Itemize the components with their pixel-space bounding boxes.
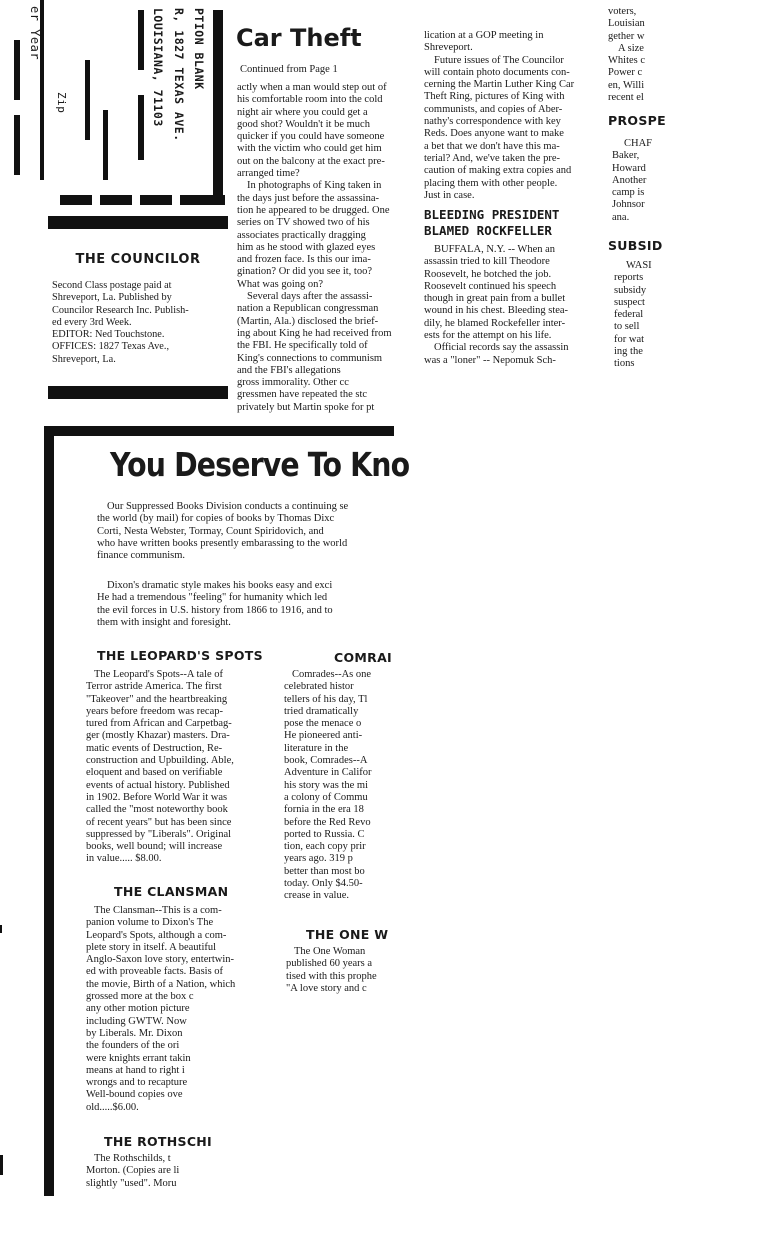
right-strip-mid (612, 138, 660, 224)
text-line: gether w (608, 30, 645, 42)
text-line: assassin tried to kill Theodore (424, 256, 550, 268)
text-line: privately but Martin spoke for pt (237, 401, 375, 413)
text-line: out on the balcony at the exact pre- (237, 155, 385, 167)
form-label-zip: Zip (55, 92, 68, 114)
text-line: gination? Or did you see it, too? (237, 266, 373, 278)
one-woman-title: THE ONE W (306, 927, 389, 942)
form-fill-line (103, 110, 108, 180)
text-line: events of actual history. Published (86, 779, 230, 791)
text-line: tried dramatically (284, 705, 359, 717)
form-label-year: er Year (28, 6, 42, 61)
text-line: Howard (612, 162, 646, 174)
text-line: the founders of the ori (86, 1040, 180, 1052)
text-line: terial? And, we've taken the pre- (424, 152, 560, 164)
form-address-city: LOUISIANA, 71103 (151, 8, 165, 127)
text-line: called the "most noteworthy book (86, 804, 228, 816)
text-line: his story was the mi (284, 779, 368, 791)
text-line: CHAF (624, 138, 653, 149)
text-line: celebrated histor (284, 681, 354, 693)
subsidy-heading: SUBSID (608, 238, 663, 253)
text-line: published 60 years a (286, 958, 373, 970)
text-line: What was going on? (237, 278, 324, 290)
scan-edge-mark (0, 925, 2, 933)
text-line: BUFFALA, N.Y. -- When an (434, 244, 556, 255)
text-line: tion, each copy prir (284, 841, 366, 853)
text-line: Theft Ring, pictures of King with (424, 91, 565, 103)
form-fill-line (14, 40, 20, 100)
car-theft-title: Car Theft (236, 24, 362, 52)
text-line: en, Willi (608, 79, 645, 91)
text-line: book, Comrades--A (284, 755, 368, 767)
text-line: Roosevelt, he botched the job. (424, 268, 552, 280)
masthead-rule (48, 216, 228, 229)
text-line: before the Red Revo (284, 816, 371, 828)
postage-line: Shreveport, La. Published by (52, 292, 172, 304)
ad-border-left (44, 426, 54, 1196)
text-line: tured from African and Carpetbag- (86, 718, 232, 730)
car-theft-body (237, 82, 413, 414)
form-fill-line (85, 60, 90, 140)
text-line: series on TV showed two of his (237, 217, 370, 229)
text-line: camp is (612, 187, 645, 199)
form-address-street: R, 1827 TEXAS AVE. (172, 8, 186, 142)
comrades-body (284, 669, 390, 903)
text-line: ed with proveable facts. Basis of (86, 966, 224, 978)
text-line: panion volume to Dixon's The (86, 917, 214, 929)
text-line: nation a Republican congressman (237, 303, 379, 315)
text-line: to sell (614, 321, 640, 333)
text-line: suspect (614, 296, 645, 308)
postage-line: OFFICES: 1827 Texas Ave., (52, 341, 170, 353)
text-line: He had a tremendous "feeling" for humanity which led (97, 592, 328, 604)
text-line: ests for the attempt on his life. (424, 330, 552, 342)
text-line: associates practically dragging (237, 229, 366, 241)
text-line: ing about King he had received from (237, 327, 392, 339)
text-line: Anglo-Saxon love story, entertwin- (86, 954, 235, 966)
text-line: recent el (608, 92, 644, 104)
text-line: placing them with other people. (424, 177, 558, 189)
text-line: good shot? Wouldn't it be much (237, 118, 370, 130)
text-line: caution of making extra copies and (424, 165, 572, 177)
text-line: them with insight and foresight. (97, 616, 231, 628)
text-line: ana. (612, 211, 630, 223)
form-rule (60, 195, 92, 205)
text-line: nathy's correspondence with key (424, 116, 561, 128)
text-line: Just in case. (424, 189, 475, 201)
text-line: Several days after the assassi- (247, 291, 373, 303)
text-line: with the victim who could get him (237, 143, 382, 155)
text-line: any other motion picture (86, 1003, 190, 1015)
text-line: federal (614, 309, 644, 321)
text-line: was a "loner" -- Nepomuk Sch- (424, 354, 556, 366)
text-line: Louisian (608, 18, 645, 30)
text-line: wrongs and to recapture (86, 1077, 188, 1089)
text-line: wound in his chest. Bleeding stea- (424, 305, 569, 317)
prospects-heading: PROSPE (608, 113, 666, 128)
text-line: communists, and copies of Aber- (424, 103, 563, 115)
text-line: He pioneered anti- (284, 730, 363, 742)
car-theft-continued: Continued from Page 1 (240, 64, 338, 75)
paper-name: THE COUNCILOR (75, 252, 201, 267)
text-line: The One Woman (294, 946, 366, 957)
text-line: the evil forces in U.S. history from 1866 to 1916, and to (97, 604, 333, 616)
right-strip-top (608, 6, 660, 104)
clansman-title: THE CLANSMAN (114, 884, 229, 899)
text-line: of recent years" but has been since (86, 816, 232, 828)
text-line: the world (by mail) for copies of books by Thomas Dixc (97, 513, 335, 525)
text-line: old.....$6.00. (86, 1101, 139, 1113)
postage-line: EDITOR: Ned Touchstone. (52, 329, 165, 341)
text-line: Future issues of The Councilor (434, 54, 564, 66)
text-line: Terror astride America. The first (86, 681, 222, 693)
ad-headline: You Deserve To Kno (110, 445, 410, 484)
text-line: finance communism. (97, 550, 186, 562)
text-line: ing the (614, 346, 643, 358)
text-line: the days just before the assassina- (237, 192, 380, 204)
text-line: arranged time? (237, 168, 300, 180)
scan-edge-mark (0, 1155, 3, 1175)
text-line: tised with this prophe (286, 970, 377, 982)
text-line: A size (618, 42, 644, 54)
clansman-body (86, 905, 264, 1114)
text-line: dily, he blamed Rockefeller inter- (424, 317, 566, 329)
text-line: WASI (626, 260, 652, 271)
text-line: Our Suppressed Books Division conducts a continuing se (107, 501, 349, 512)
text-line: Comrades--As one (292, 669, 372, 680)
text-line: tions (614, 358, 635, 370)
text-line: pose the menace o (284, 718, 362, 730)
text-line: today. Only $4.50- (284, 878, 363, 890)
form-edge (213, 10, 223, 205)
text-line: his comfortable room into the cold (237, 94, 383, 106)
one-woman-body (286, 946, 390, 995)
form-fill-line (138, 95, 144, 160)
headline-line: BLAMED ROCKFELLER (424, 223, 552, 238)
text-line: lication at a GOP meeting in (424, 30, 544, 41)
text-line: reports (614, 272, 644, 284)
text-line: better than most bo (284, 865, 365, 877)
text-line: and the FBI's allegations (237, 364, 341, 376)
text-line: Leopard's Spots, although a com- (86, 929, 227, 941)
rothschilds-title: THE ROTHSCHI (104, 1134, 213, 1149)
text-line: years ago. 319 p (284, 853, 353, 865)
text-line: In photographs of King taken in (247, 180, 382, 192)
text-line: were knights errant takin (86, 1052, 191, 1064)
text-line: for wat (614, 333, 645, 345)
text-line: literature in the (284, 742, 349, 754)
text-line: Whites c (608, 55, 646, 67)
postage-line: Second Class postage paid at (52, 280, 172, 291)
text-line: Official records say the assassin (434, 342, 569, 354)
text-line: "Takeover" and the heartbreaking (86, 693, 228, 705)
text-line: King's connections to communism (237, 352, 383, 364)
text-line: books, well bound; will increase (86, 841, 223, 853)
text-line: ger (mostly Khazar) masters. Dra- (86, 730, 230, 742)
postage-line: Councilor Research Inc. Publish- (52, 304, 189, 316)
text-line: will contain photo documents con- (424, 66, 570, 78)
text-line: in value..... $8.00. (86, 853, 162, 865)
text-line: Shreveport. (424, 42, 473, 54)
text-line: means at hand to right i (86, 1064, 185, 1076)
text-line: matic events of Destruction, Re- (86, 742, 223, 754)
text-line: cerning the Martin Luther King Car (424, 79, 575, 91)
text-line: Johnsor (612, 199, 645, 211)
text-line: "A love story and c (286, 982, 367, 994)
text-line: the movie, Birth of a Nation, which (86, 978, 236, 990)
text-line: Roosevelt continued his speech (424, 280, 557, 292)
leopards-spots-body (86, 669, 264, 866)
ad-intro (97, 501, 394, 562)
text-line: The Rothschilds, t (94, 1153, 171, 1164)
text-line: Morton. (Copies are li (86, 1165, 180, 1177)
headline-line: BLEEDING PRESIDENT (424, 207, 560, 222)
rothschilds-body (86, 1153, 212, 1190)
form-rule (100, 195, 132, 205)
text-line: Dixon's dramatic style makes his books easy and exci (107, 580, 333, 591)
text-line: Well-bound copies ove (86, 1089, 183, 1101)
text-line: suppressed by "Liberals". Original (86, 828, 232, 840)
text-line: eloquent and based on verifiable (86, 767, 223, 779)
text-line: Baker, (612, 150, 640, 162)
text-line: who have written books presently embarassing to the world (97, 537, 348, 549)
form-fill-line (14, 115, 20, 175)
text-line: gressmen have repeated the stc (237, 389, 368, 401)
right-strip-bottom (614, 260, 660, 370)
text-line: crease in value. (284, 890, 350, 902)
text-line: Adventure in Califor (284, 767, 372, 779)
text-line: a bet that we don't have this ma- (424, 140, 560, 152)
bleeding-headline (424, 207, 559, 239)
postage-line: ed every 3rd Week. (52, 316, 132, 328)
text-line: Power c (608, 67, 643, 79)
text-line: slightly "used". Moru (86, 1177, 177, 1189)
text-line: tellers of his day, Tl (284, 693, 368, 705)
postage-line: Shreveport, La. (52, 353, 116, 365)
text-line: plete story in itself. A beautiful (86, 941, 217, 953)
text-line: in 1902. Before World War it was (86, 791, 228, 803)
text-line: construction and Upbuilding. Able, (86, 755, 234, 767)
text-line: tion he appeared to be drugged. One (237, 204, 390, 216)
text-line: a colony of Commu (284, 791, 368, 803)
text-line: Corti, Nesta Webster, Tormay, Count Spiridovich, and (97, 525, 324, 537)
ad-border-top (44, 426, 394, 436)
text-line: The Leopard's Spots--A tale of (94, 669, 224, 680)
text-line: quicker if you could have someone (237, 131, 385, 143)
text-line: gross immorality. Other cc (237, 377, 349, 389)
ad-intro-2 (97, 580, 394, 629)
form-rule (140, 195, 172, 205)
text-line: the FBI. He specifically told of (237, 340, 368, 352)
masthead-rule (48, 386, 228, 399)
text-line: night air where you could get a (237, 106, 368, 118)
postage-notice (52, 280, 227, 366)
text-line: ported to Russia. C (284, 828, 365, 840)
bleeding-body (424, 244, 598, 366)
text-line: fornia in the era 18 (284, 804, 364, 816)
text-line: voters, (608, 6, 637, 17)
form-blank-title: PTION BLANK (192, 8, 206, 90)
text-line: though in great pain from a bullet (424, 293, 566, 305)
text-line: years before freedom was recap- (86, 705, 224, 717)
text-line: him as he stood with glazed eyes (237, 241, 376, 253)
text-line: Another (612, 174, 647, 186)
car-theft-col2 (424, 30, 598, 202)
text-line: actly when a man would step out of (237, 82, 387, 93)
text-line: subsidy (614, 284, 647, 296)
leopards-spots-title: THE LEOPARD'S SPOTS (97, 648, 263, 663)
text-line: The Clansman--This is a com- (94, 905, 222, 916)
text-line: grossed more at the box c (86, 991, 194, 1003)
text-line: Reds. Does anyone want to make (424, 128, 564, 140)
text-line: by Liberals. Mr. Dixon (86, 1027, 183, 1039)
text-line: and frozen face. Is this our ima- (237, 254, 371, 266)
text-line: including GWTW. Now (86, 1015, 187, 1027)
form-fill-line (138, 10, 144, 70)
comrades-title: COMRAI (334, 650, 392, 665)
text-line: (Martin, Ala.) disclosed the brief- (237, 315, 379, 327)
